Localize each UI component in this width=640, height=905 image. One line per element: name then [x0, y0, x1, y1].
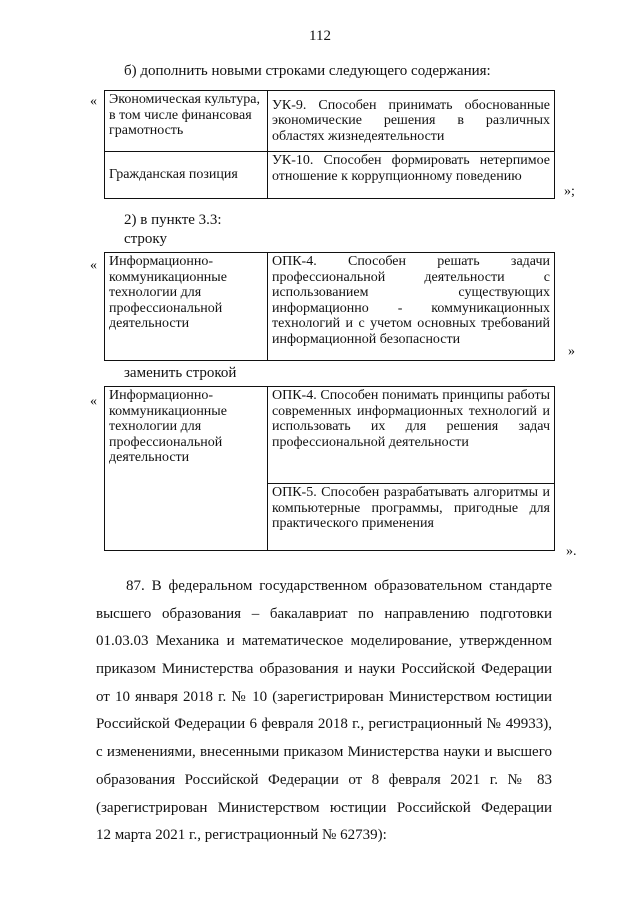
table-cell: Информационно-коммуникационные технологии для профессиональной деятельности: [105, 253, 268, 361]
table1-close-quote: »;: [564, 184, 575, 199]
body-paragraph: [96, 573, 552, 850]
table-row: [105, 91, 555, 152]
item2-line1: 2) в пункте 3.3:: [124, 212, 222, 228]
table3-close-quote: ».: [566, 544, 577, 559]
table-row: [105, 387, 555, 484]
table3: [104, 386, 555, 551]
intro-paragraph: б) дополнить новыми строками следующего содержания:: [124, 63, 491, 79]
table-cell: Экономическая культура, в том числе финансовая грамотность: [105, 91, 268, 152]
table2-close-quote: »: [568, 344, 575, 359]
body-line: с изменениями, внесенными приказом Министерства науки и высшего: [96, 744, 552, 761]
table2-open-quote: «: [90, 258, 97, 273]
table-cell: УК-9. Способен принимать обоснованные экономические решения в различных областях жизнедеятельности: [267, 91, 554, 152]
table-row: [105, 152, 555, 199]
table1: [104, 90, 555, 199]
body-line: приказом Министерства образования и науки Российской Федерации: [96, 661, 552, 678]
table-row: [105, 253, 555, 361]
table-cell: ОПК-4. Способен понимать принципы работы современных информационных технологий и использовать их для решения задач профессиональной деятельности: [267, 387, 554, 484]
table2: [104, 252, 555, 361]
table3-open-quote: «: [90, 394, 97, 409]
table-cell: УК-10. Способен формировать нетерпимое отношение к коррупционному поведению: [267, 152, 554, 199]
body-line: высшего образования – бакалавриат по направлению подготовки: [96, 605, 552, 622]
table-cell: Информационно-коммуникационные технологии для профессиональной деятельности: [105, 387, 268, 551]
table-cell: Гражданская позиция: [105, 152, 268, 199]
body-line: 12 марта 2021 г., регистрационный № 62739):: [96, 827, 387, 844]
table-cell: ОПК-4. Способен решать задачи профессиональной деятельности с использованием существующих информационно - коммуникационных технологий и с учетом основных требований информационной безопасности: [267, 253, 554, 361]
body-line: образования Российской Федерации от 8 февраля 2021 г. № 83: [96, 771, 552, 788]
table-cell: ОПК-5. Способен разрабатывать алгоритмы и компьютерные программы, пригодные для практического применения: [267, 484, 554, 551]
body-line: Российской Федерации 6 февраля 2018 г., регистрационный № 49933),: [96, 716, 552, 733]
body-line: 01.03.03 Механика и математическое моделирование, утвержденном: [96, 633, 552, 650]
body-line: от 10 января 2018 г. № 10 (зарегистрирован Министерством юстиции: [96, 688, 552, 705]
item2-line2: строку: [124, 231, 167, 247]
page-number: 112: [309, 28, 331, 44]
body-line: (зарегистрирован Министерством юстиции Российской Федерации: [96, 799, 552, 816]
table1-open-quote: «: [90, 94, 97, 109]
replace-label: заменить строкой: [124, 365, 237, 381]
body-line: 87. В федеральном государственном образовательном стандарте: [126, 578, 552, 594]
